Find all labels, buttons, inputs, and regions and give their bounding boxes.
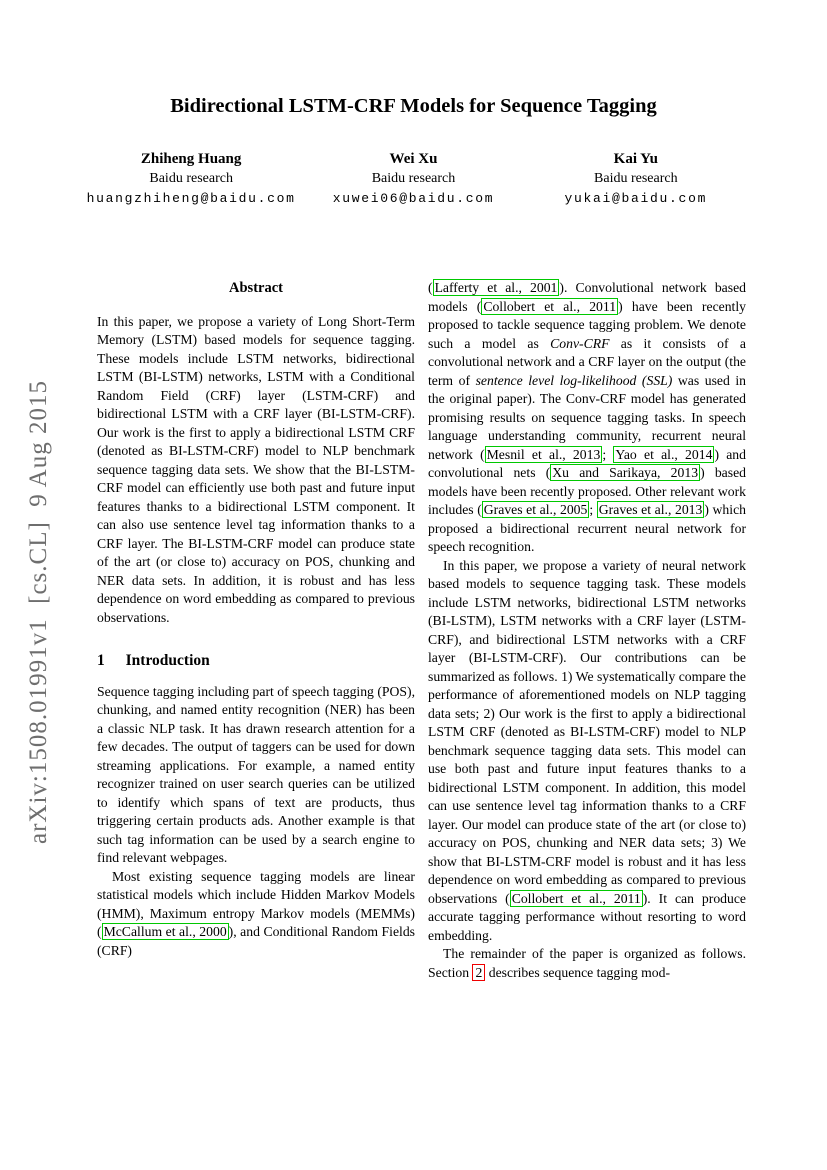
author-affiliation: Baidu research xyxy=(594,171,678,186)
citation-link[interactable]: Xu and Sarikaya, 2013 xyxy=(552,465,699,480)
left-column xyxy=(97,279,415,960)
text-segment: ) which proposed a bidirectional recurrent neural network for speech recognition. xyxy=(428,502,746,554)
section-ref-link[interactable]: 2 xyxy=(472,964,485,981)
text-segment: ) based models have been recently proposed. Other relevant work includes ( xyxy=(428,465,746,517)
author-name: Kai Yu xyxy=(613,151,658,167)
paragraph xyxy=(428,945,746,982)
author-email: yukai@baidu.com xyxy=(564,191,708,206)
text-segment: ). Convolutional network based models ( xyxy=(428,280,746,314)
citation-link[interactable]: Collobert et al., 2011 xyxy=(511,890,641,906)
arxiv-stamp: arXiv:1508.01991v1 [cs.CL] 9 Aug 2015 xyxy=(25,380,52,844)
citation-link[interactable]: Mesnil et al., 2013 xyxy=(486,446,601,462)
paragraph xyxy=(428,557,746,946)
citation-link[interactable]: Lafferty et al., 2001 xyxy=(434,280,558,295)
text-segment: as it consists of a convolutional network and a CRF layer on the output (the term of xyxy=(428,335,746,388)
author-affiliation: Baidu research xyxy=(371,171,456,186)
text-segment: Most existing sequence tagging models are linear statistical models which include Hidden Markov Models (HMM), Maximum entropy Markov models (MEMMs) ( xyxy=(97,868,415,939)
author-block xyxy=(80,149,302,209)
author-name: Zhiheng Huang xyxy=(140,151,242,167)
text-segment: was used in the original paper). The Conv-CRF model has generated promising results on sequence tagging tasks. In speech language understanding community, recurrent neural network ( xyxy=(428,372,746,462)
paragraph: Sequence tagging including part of speech tagging (POS), chunking, and named entity recognition (NER) has been a classic NLP task. It has drawn research attention for a few decades. The output of taggers can be used for down streaming applications. For example, a named entity recognizer trained on user search queries can be utilized to identify which spans of text are products, thus triggering certain products ads. Another example is that such tag information can be used by a search engine to find relevant webpages. xyxy=(97,683,415,865)
author-email: xuwei06@baidu.com xyxy=(332,191,495,206)
citation-link[interactable]: Yao et al., 2014 xyxy=(615,446,713,462)
author-block xyxy=(525,149,747,209)
citation-link[interactable]: Collobert et al., 2011 xyxy=(483,298,617,314)
text-segment: ; xyxy=(589,502,597,517)
section-heading-introduction xyxy=(97,652,415,671)
author-name: Wei Xu xyxy=(389,151,438,167)
abstract-heading: Abstract xyxy=(229,280,283,296)
author-affiliation: Baidu research xyxy=(149,171,233,186)
text-segment: In this paper, we propose a variety of neural network based models to sequence tagging task. These models include LSTM networks, bidirectional LSTM networks (BI-LSTM), LSTM networks with a CRF layer (LSTM-CRF), and bidirectional LSTM networks with a CRF layer (BI-LSTM-CRF). Our contributions can be summarized as follows. 1) We systematically compare the performance of aforementioned models on NLP tagging data sets; 2) Our work is the first to apply a bidirectional LSTM CRF (denoted as BI-LSTM-CRF) model to NLP benchmark sequence tagging data sets. This model can use both past and future input features thanks to a bidirectional LSTM component. In addition, this model can use sentence level tag information thanks to a CRF layer. Our model can produce state of the art (or close to) accuracy on POS, chunking and NER data sets; 3) We show that BI-LSTM-CRF model is robust and it has less dependence on word embedding as compared to previous observations ( xyxy=(428,557,746,906)
citation-link[interactable]: Graves et al., 2013 xyxy=(598,502,703,517)
text-segment: ), and Conditional Random Fields (CRF) xyxy=(97,924,415,958)
text-segment: describes sequence tagging mod- xyxy=(485,964,671,980)
text-segment: ) and convolutional nets ( xyxy=(428,446,746,480)
text-segment: ( xyxy=(428,280,433,295)
author-row xyxy=(80,149,747,209)
citation-link[interactable]: Graves et al., 2005 xyxy=(483,502,588,517)
text-segment: The remainder of the paper is organized as follows. Section xyxy=(428,946,746,980)
abstract-text: In this paper, we propose a variety of Long Short-Term Memory (LSTM) based models for sequence tagging. These models include LSTM networks, bidirectional LSTM (BI-LSTM) networks, LSTM with a Conditional Random Field (CRF) layer (LSTM-CRF) and bidirectional LSTM with a CRF layer (BI-LSTM-CRF). Our work is the first to apply a bidirectional LSTM CRF (denoted as BI-LSTM-CRF) model to NLP benchmark sequence tagging data sets. We show that the BI-LSTM-CRF model can efficiently use both past and future input features thanks to a bidirectional LSTM component. It can also use sentence level tag information thanks to a CRF layer. The BI-LSTM-CRF model can produce state of the art (or close to) accuracy on POS, chunking and NER data sets. In addition, it is robust and has less dependence on word embedding as compared to previous observations. xyxy=(97,313,415,625)
section-number: 1 xyxy=(97,652,105,669)
right-column xyxy=(428,279,746,982)
paragraph xyxy=(428,279,746,557)
author-block xyxy=(302,149,524,209)
text-segment: ; xyxy=(602,446,614,462)
paragraph xyxy=(97,868,415,961)
author-email: huangzhiheng@baidu.com xyxy=(86,191,296,206)
section-title: Introduction xyxy=(125,652,210,669)
text-segment: sentence level log-likelihood (SSL) xyxy=(475,372,673,388)
paper-title: Bidirectional LSTM-CRF Models for Sequence Tagging xyxy=(170,95,657,117)
text-segment: ). It can produce accurate tagging performance without resorting to word embedding. xyxy=(428,890,747,943)
citation-link[interactable]: McCallum et al., 2000 xyxy=(103,924,227,939)
text-segment: ) have been recently proposed to tackle sequence tagging problem. We denote such a model as xyxy=(428,298,747,351)
text-segment: Conv-CRF xyxy=(550,335,610,351)
